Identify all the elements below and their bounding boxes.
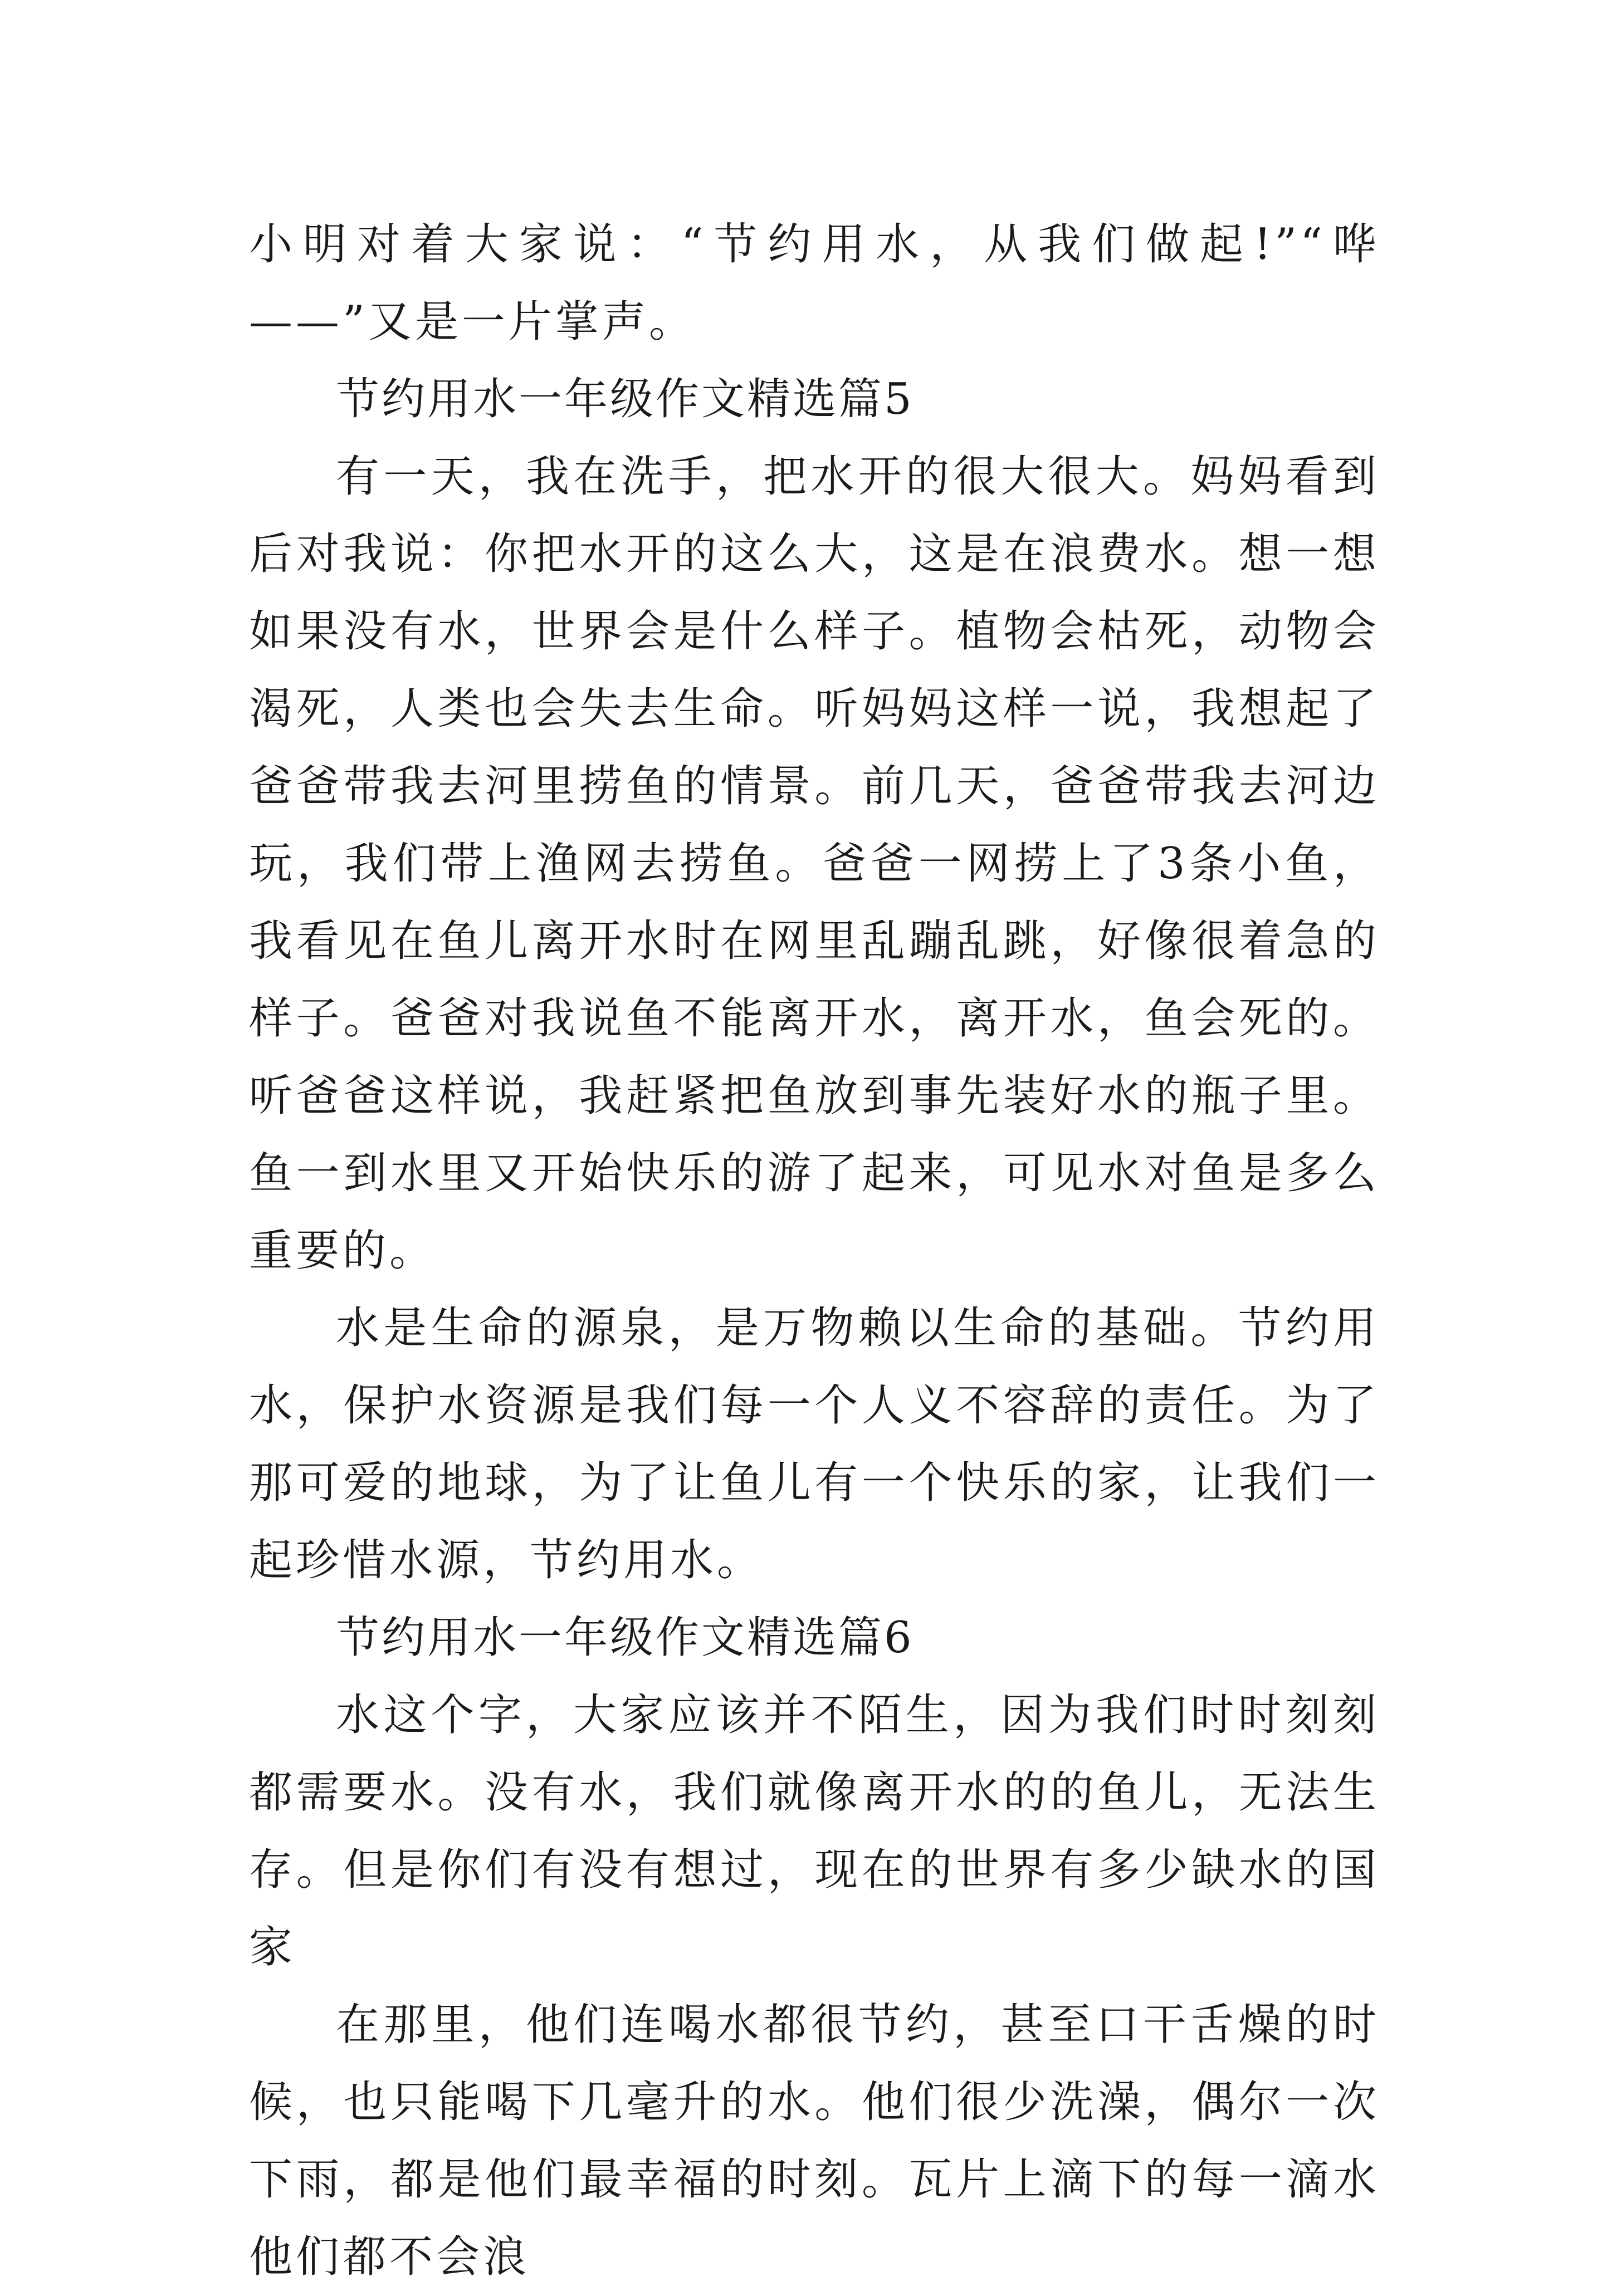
document-body bbox=[249, 206, 1380, 2296]
section-heading-6: 节约用水一年级作文精选篇6 bbox=[336, 1613, 914, 1663]
paragraph: 在那里，他们连喝水都很节约，甚至口干舌燥的时候，也只能喝下几毫升的水。他们很少洗澡，偶尔一次下雨，都是他们最幸福的时刻。瓦片上滴下的每一滴水他们都不会浪 bbox=[249, 2000, 1380, 2282]
paragraph-continued: 小明对着大家说：“节约用水，从我们做起!”“哗——”又是一片掌声。 bbox=[249, 219, 1380, 347]
paragraph: 水这个字，大家应该并不陌生，因为我们时时刻刻都需要水。没有水，我们就像离开水的的鱼儿，无法生存。但是你们有没有想过，现在的世界有多少缺水的国家 bbox=[249, 1690, 1380, 1972]
paragraph: 有一天，我在洗手，把水开的很大很大。妈妈看到后对我说：你把水开的这么大，这是在浪费水。想一想如果没有水，世界会是什么样子。植物会枯死，动物会渴死，人类也会失去生命。听妈妈这样一说，我想起了爸爸带我去河里捞鱼的情景。前几天，爸爸带我去河边玩，我们带上渔网去捞鱼。爸爸一网捞上了3条小鱼，我看见在鱼儿离开水时在网里乱蹦乱跳，好像很着急的样子。爸爸对我说鱼不能离开水，离开水，鱼会死的。听爸爸这样说，我赶紧把鱼放到事先装好水的瓶子里。鱼一到水里又开始快乐的游了起来，可见水对鱼是多么重要的。 bbox=[249, 452, 1380, 1276]
paragraph: 水是生命的源泉，是万物赖以生命的基础。节约用水，保护水资源是我们每一个人义不容辞的责任。为了那可爱的地球，为了让鱼儿有一个快乐的家，让我们一起珍惜水源，节约用水。 bbox=[249, 1303, 1380, 1585]
section-heading-5: 节约用水一年级作文精选篇5 bbox=[336, 374, 914, 424]
